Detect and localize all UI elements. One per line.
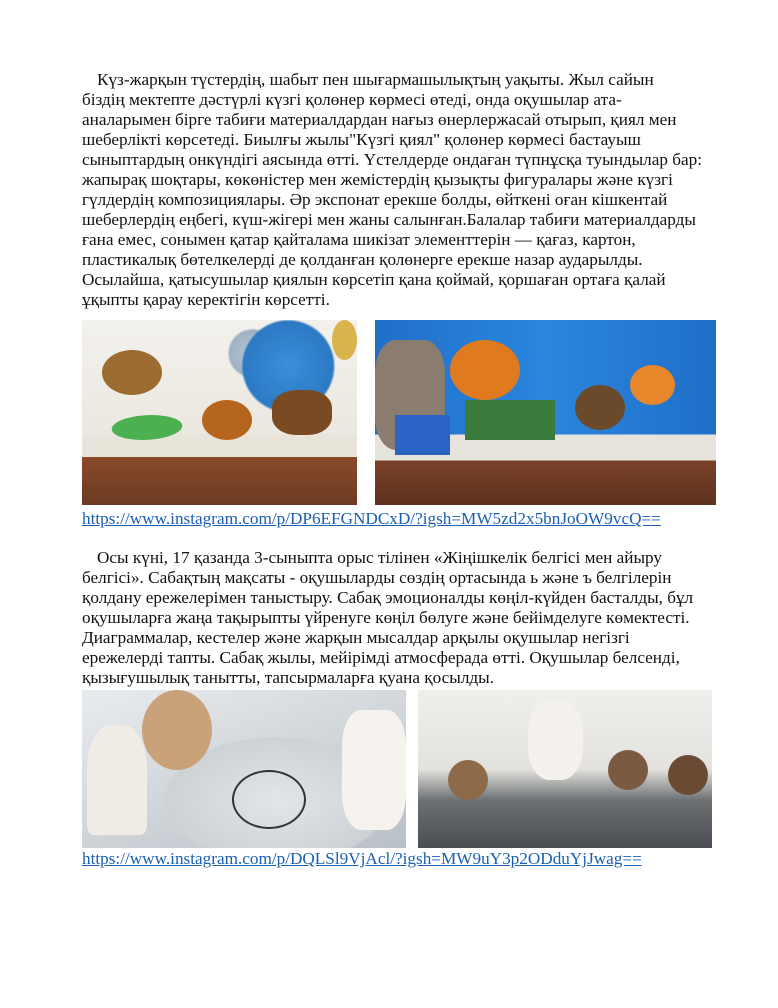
text-line: сыныптардың онкүндігі аясында өтті. Үстелдерде ондаған түпнұсқа туындылар бар: <box>82 150 703 169</box>
text-line: оқушыларға жаңа тақырыпты үйренуге көңіл бөлуге және бейімделуге көмектесті. <box>82 608 690 627</box>
text-line: Диаграммалар, кестелер және жарқын мысалдар арқылы оқушылар негізгі <box>82 628 630 647</box>
photo-exhibition-table-2 <box>375 320 716 505</box>
paragraph-russian-lesson <box>82 548 732 688</box>
student-figure <box>342 710 406 830</box>
text-line: біздің мектепте дәстүрлі күзгі қолөнер көрмесі өтеді, онда оқушылар ата- <box>82 90 622 109</box>
photo-exhibition-table-1 <box>82 320 357 505</box>
venn-diagram <box>232 770 306 829</box>
photo-lesson-students-1 <box>82 690 406 848</box>
student-figure <box>142 690 212 770</box>
hedgehog-craft <box>575 385 625 430</box>
owl-craft <box>395 415 450 455</box>
photo-lesson-students-2 <box>418 690 712 848</box>
student-figure <box>87 725 147 835</box>
gold-balloon <box>332 320 357 360</box>
leaf-bouquet-craft <box>450 340 520 400</box>
student-figure <box>668 755 708 795</box>
paragraph-autumn-exhibition <box>82 70 732 310</box>
text-line: Осылайша, қатысушылар қиялын көрсетіп қана қоймай, қоршаған ортаға қалай <box>82 270 666 289</box>
basket-craft <box>102 350 162 395</box>
text-line: ғана емес, сонымен қатар қайталама шикізат элементтерін — қағаз, картон, <box>82 230 636 249</box>
text-line: ұқыпты қарау керектігін көрсетті. <box>82 290 330 309</box>
text-line: Осы күні, 17 қазанда 3-сыныпта орыс тілінен «Жіңішкелік белгісі мен айыру <box>97 548 662 567</box>
student-figure <box>448 760 488 800</box>
text-line: аналарымен бірге табиғи материалдардан нағыз өнерлержасай отырып, қиял мен <box>82 110 677 129</box>
instagram-link-2[interactable]: https://www.instagram.com/p/DQLSl9VjAcl/?igsh=MW9uY3p2ODduYjJwag== <box>82 849 642 868</box>
text-line: Күз-жарқын түстердің, шабыт пен шығармашылықтың уақыты. Жыл сайын <box>97 70 654 89</box>
garden-craft <box>465 400 555 440</box>
text-line: шеберлікті көрсетеді. Биылғы жылы"Күзгі қиял" қолөнер көрмесі бастауыш <box>82 130 641 149</box>
text-line: ережелерді тапты. Сабақ жылы, мейірімді атмосферада өтті. Оқушылар белсенді, <box>82 648 680 667</box>
wreath-craft <box>202 400 252 440</box>
instagram-link-1[interactable]: https://www.instagram.com/p/DP6EFGNDCxD/?igsh=MW5zd2x5bnJoOW9vcQ== <box>82 509 661 528</box>
text-line: қызығушылық танытты, тапсырмаларға қуана қосылды. <box>82 668 495 687</box>
text-line: пластикалық бөтелкелерді де қолданған қолөнерге ерекше назар аударылды. <box>82 250 643 269</box>
text-line: шеберлердің еңбегі, күш-жігері мен жаны салынған.Балалар табиғи материалдарды <box>82 210 696 229</box>
text-line: жапырақ шоқтары, көкөністер мен жемістердің қызықты фигуралары және күзгі <box>82 170 673 189</box>
text-line: қолдану ережелерімен таныстыру. Сабақ эмоционалды көңіл-күйден басталды, бұл <box>82 588 694 607</box>
text-line: белгісі». Сабақтың мақсаты - оқушыларды сөздің ортасында ь және ъ белгілерін <box>82 568 672 587</box>
paper-craft <box>107 415 186 440</box>
leaf-craft <box>272 390 332 435</box>
text-line: гүлдердің композициялары. Әр экспонат ерекше болды, өйткені оған кішкентай <box>82 190 668 209</box>
teacher-figure <box>528 700 583 780</box>
pumpkin-craft <box>630 365 675 405</box>
student-figure <box>608 750 648 790</box>
